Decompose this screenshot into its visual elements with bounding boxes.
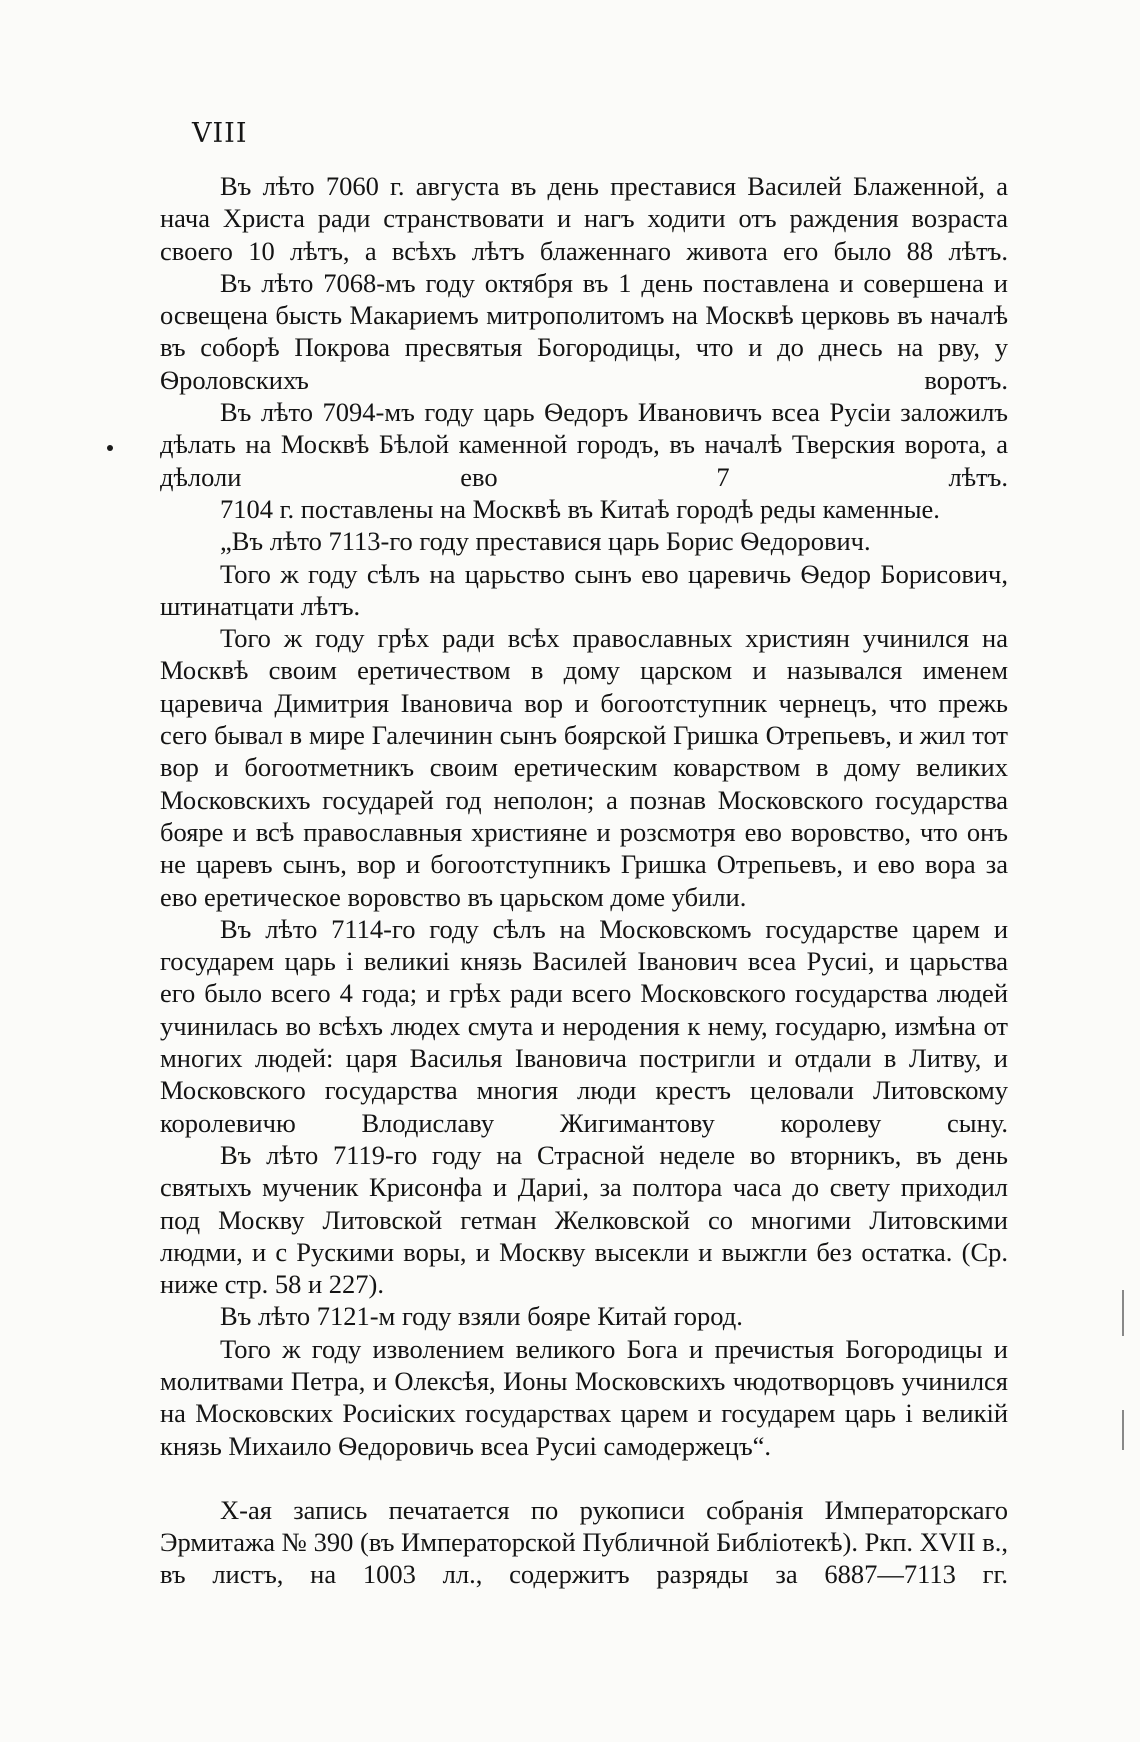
scan-edge-mark	[1122, 1410, 1124, 1450]
body-text	[160, 170, 1008, 1591]
paragraph-7104: 7104 г. поставлены на Москвѣ въ Китаѣ городѣ реды каменные.	[220, 493, 940, 524]
scan-edge-mark	[1122, 1290, 1124, 1336]
paragraph-7094: Въ лѣто 7094-мъ году царь Ѳедоръ Ивановичъ всеа Русіи заложилъ дѣлать на Москвѣ Бѣлой каменной городъ, въ началѣ Тверския ворота, а дѣлоли ево 7 лѣтъ.	[160, 397, 1008, 492]
paragraph-fedor-borisovich: Того ж году сѣлъ на царьство сынъ ево царевичь Ѳедор Борисович, штинатцати лѣтъ.	[160, 558, 1008, 621]
margin-dot-mark	[107, 445, 113, 451]
paragraph-7119: Въ лѣто 7119-го году на Страсной неделе во вторникъ, въ день святыхъ мученик Крисонфа и Дариі, за полтора часа до свету приходил под Москву Литовской гетман Желковской со многими Литовскими людми, и с Рускими воры, и Москву высекли и выжгли без остатка. (Ср. ниже стр. 58 и 227).	[160, 1139, 1008, 1300]
page-number: VIII	[192, 118, 248, 149]
paragraph-7068: Въ лѣто 7068-мъ году октября въ 1 день поставлена и совершена и освещена бысть Макариемъ митрополитомъ на Москвѣ церковь въ началѣ въ соборѣ Покрова пресвятыя Богородицы, что и до днесь на рву, у Ѳроловскихъ воротъ.	[160, 267, 1008, 395]
paragraph-7121: Въ лѣто 7121-м году взяли бояре Китай город.	[220, 1301, 743, 1332]
paragraph-7060: Въ лѣто 7060 г. августа въ день преставися Василей Блаженной, а нача Христа ради странствовати и нагъ ходити отъ раждения возраста своего 10 лѣтъ, а всѣхъ лѣтъ блаженнаго живота его было 88 лѣтъ.	[160, 171, 1008, 266]
paragraph-7113: „Въ лѣто 7113-го году преставися царь Борис Ѳедорович.	[220, 526, 871, 557]
paragraph-grishka-otrepev: Того ж году грѣх ради всѣх православных християн учинился на Москвѣ своим еретичеством в дому царском и назывался именем царевича Димитрия Івановича вор и богоотступник чернецъ, что прежь сего бывал в мире Галечинин сынъ боярской Гришка Отрепьевъ, и жил тот вор и богоотметникъ своим еретическим коварством в дому великих Московскихъ государей год неполон; а познав Московского государства бояре и всѣ православныя християне и розсмотря ево воровство, что онъ не царевъ сынъ, вор и богоотступникъ Гришка Отрепьевъ, и ево вора за ево еретическое воровство въ царьском доме убили.	[160, 623, 1008, 912]
paragraph-7114: Въ лѣто 7114-го году сѣлъ на Московскомъ государстве царем и государем царь і великиі князь Василей Іванович всеа Русиі, и царьства его было всего 4 года; и грѣх ради всего Московского государства людей учинилась во всѣхъ людех смута и неродения к нему, государю, измѣна от многих людей: царя Василья Івановича постригли и отдали в Литву, и Московского государства многия люди крестъ целовали Литовскому королевичю Влодиславу Жигимантову королеву сыну.	[160, 913, 1008, 1138]
paragraph-mikhail-fedorovich: Того ж году изволением великого Бога и пречистыя Богородицы и молитвами Петра, и Олексѣя, Ионы Московскихъ чюдотворцовъ учинился на Московских Росиіских государствах царем и государем царь і великій князь Михаило Ѳедоровичь всеа Русиі самодержецъ“.	[160, 1333, 1008, 1461]
paragraph-gap	[160, 1462, 1008, 1494]
paragraph-editorial-note: X-ая запись печатается по рукописи собранія Императорскаго Эрмитажа № 390 (въ Императорской Публичной Библіотекѣ). Ркп. XVII в., въ листъ, на 1003 лл., содержитъ разряды за 6887—7113 гг.	[160, 1494, 1008, 1590]
